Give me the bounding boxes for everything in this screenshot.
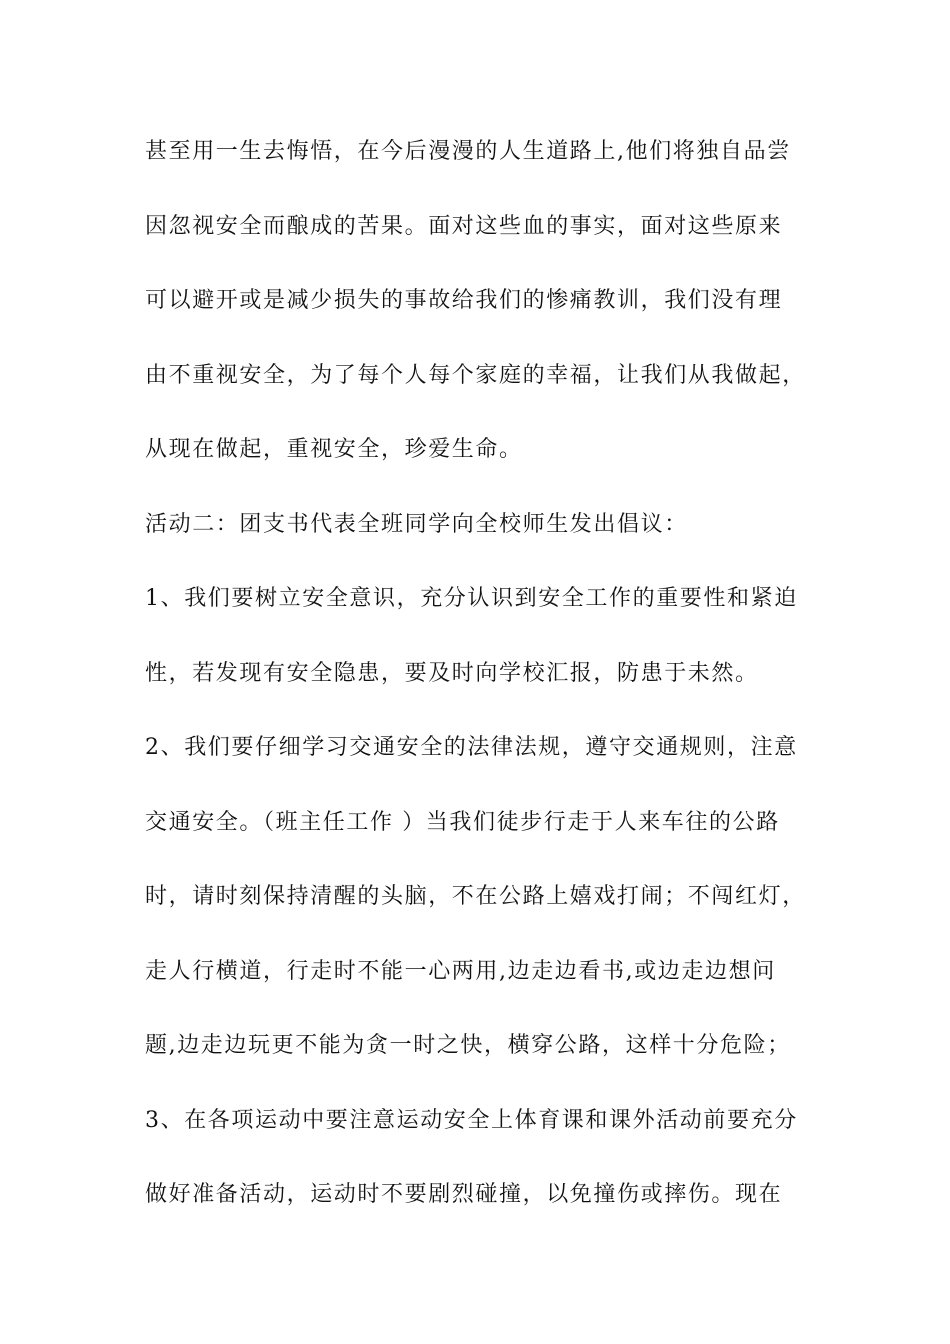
text-line: 做好准备活动，运动时不要剧烈碰撞，以免撞伤或摔伤。现在 — [145, 1182, 783, 1207]
text-line: 3、在各项运动中要注意运动安全上体育课和课外活动前要充分 — [145, 1107, 798, 1133]
text-line: 由不重视安全，为了每个人每个家庭的幸福，让我们从我做起， — [145, 362, 806, 388]
text-line: 2、我们要仔细学习交通安全的法律法规，遵守交通规则，注意 — [145, 735, 798, 760]
text-line: 时，请时刻保持清醒的头脑，不在公路上嬉戏打闹；不闯红灯， — [145, 884, 806, 909]
text-line: 从现在做起，重视安全，珍爱生命。 — [145, 437, 523, 462]
activity-heading: 活动二：团支书代表全班同学向全校师生发出倡议： — [145, 511, 688, 537]
body-text — [145, 132, 810, 1250]
text-line: 可以避开或是减少损失的事故给我们的惨痛教训，我们没有理 — [145, 288, 783, 313]
text-line: 1、我们要树立安全意识，充分认识到安全工作的重要性和紧迫 — [145, 586, 798, 611]
text-line: 题,边走边玩更不能为贪一时之快，横穿公路，这样十分危险； — [145, 1033, 791, 1058]
text-line: 甚至用一生去悔悟，在今后漫漫的人生道路上,他们将独自品尝 — [145, 139, 791, 164]
text-line: 走人行横道，行走时不能一心两用,边走边看书,或边走边想问 — [145, 958, 776, 984]
text-line: 因忽视安全而酿成的苦果。面对这些血的事实，面对这些原来 — [145, 213, 783, 239]
text-line: 性，若发现有安全隐患，要及时向学校汇报，防患于未然。 — [145, 660, 759, 686]
text-line: 交通安全。（班主任工作 ）当我们徒步行走于人来车往的公路 — [145, 809, 780, 835]
